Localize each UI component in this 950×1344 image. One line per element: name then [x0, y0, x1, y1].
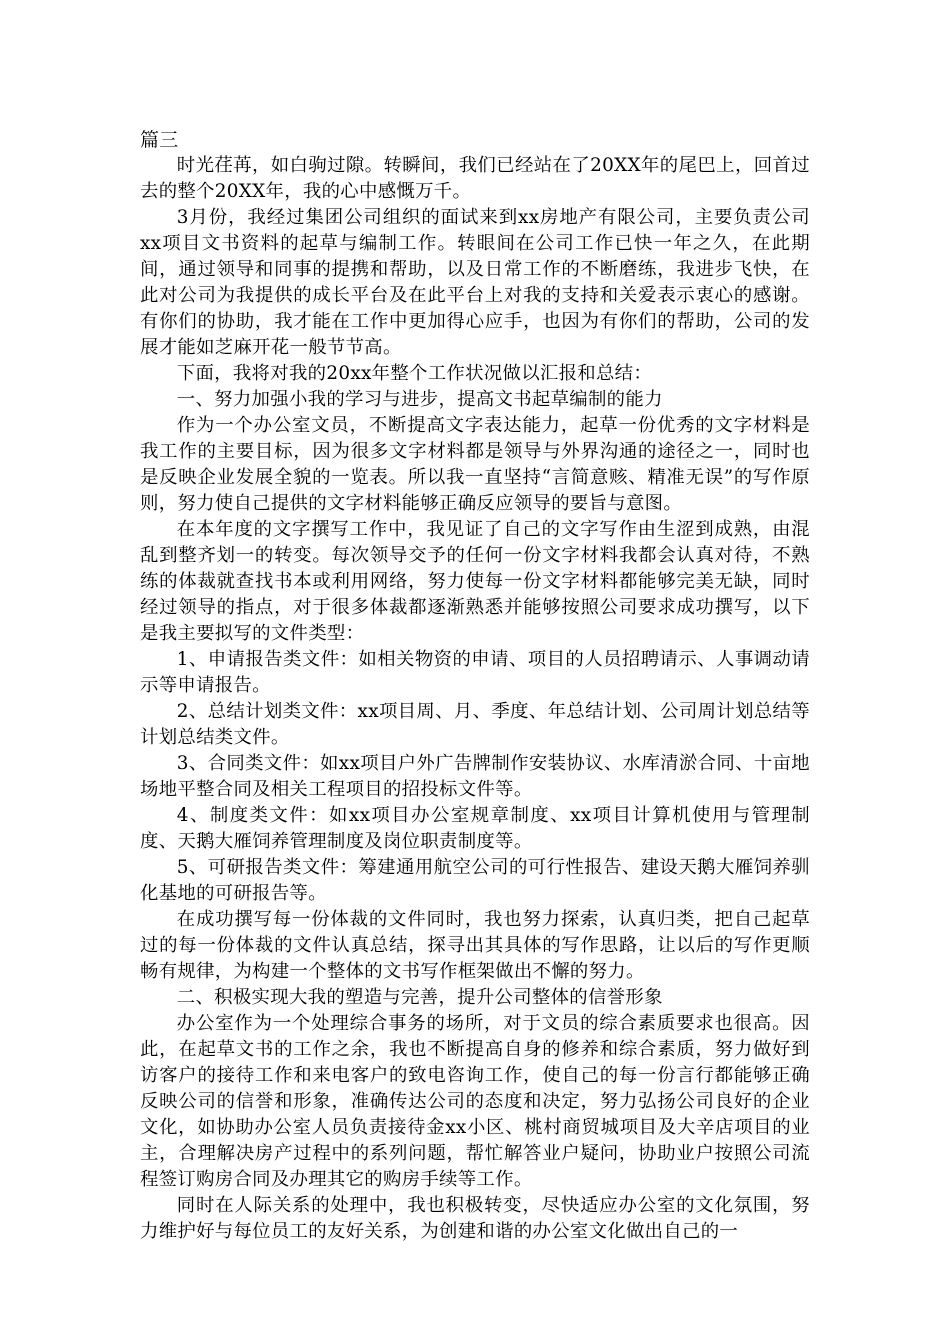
list-item-regulations: 4、制度类文件：如xx项目办公室规章制度、xx项目计算机使用与管理制度、天鹅大雁饲养管理制度及岗位职责制度等。 [140, 805, 810, 852]
paragraph-writing-summary: 在成功撰写每一份体裁的文件同时，我也努力探索，认真归类，把自己起草过的每一份体裁的文件认真总结，探寻出其具体的写作思路，让以后的写作更顺畅有规律，为构建一个整体的文书写作框架做出不懈的努力。 [140, 909, 810, 982]
document-body [140, 127, 810, 1245]
list-item-contracts: 3、合同类文件：如xx项目户外广告牌制作安装协议、水库清淤合同、十亩地场地平整合同及相关工程项目的招投标文件等。 [140, 753, 810, 800]
list-item-feasibility-reports: 5、可研报告类文件：筹建通用航空公司的可行性报告、建设天鹅大雁饲养驯化基地的可研报告等。 [140, 857, 810, 904]
section-heading-two: 二、积极实现大我的塑造与完善，提升公司整体的信誉形象 [176, 987, 663, 1008]
paragraph-intro: 时光荏苒，如白驹过隙。转瞬间，我们已经站在了20XX年的尾巴上，回首过去的整个20XX年，我的心中感慨万千。 [140, 155, 810, 202]
list-item-application-reports: 1、申请报告类文件：如相关物资的申请、项目的人员招聘请示、人事调动请示等申请报告。 [140, 649, 810, 696]
paragraph-summary-intro: 下面，我将对我的20xx年整个工作状况做以汇报和总结： [176, 363, 653, 384]
list-item-plan-summaries: 2、总结计划类文件：xx项目周、月、季度、年总结计划、公司周计划总结等计划总结类文件。 [140, 701, 810, 748]
paragraph-relationships: 同时在人际关系的处理中，我也积极转变，尽快适应办公室的文化氛围，努力维护好与每位员工的友好关系，为创建和谐的办公室文化做出自己的一 [140, 1195, 810, 1242]
paragraph-office-quality: 办公室作为一个处理综合事务的场所，对于文员的综合素质要求也很高。因此，在起草文书的工作之余，我也不断提高自身的修养和综合素质，努力做好到访客户的接待工作和来电客户的致电咨询工作，使自己的每一份言行都能够正确反映公司的信誉和形象，准确传达公司的态度和决定，努力弘扬公司良好的企业文化，如协助办公室人员负责接待金xx小区、桃村商贸城项目及大辛店项目的业主，合理解决房产过程中的系列问题，帮忙解答业户疑问，协助业户按照公司流程签订购房合同及办理其它的购房手续等工作。 [140, 1013, 810, 1190]
paragraph-background: 3月份，我经过集团公司组织的面试来到xx房地产有限公司，主要负责公司xx项目文书资料的起草与编制工作。转眼间在公司工作已快一年之久，在此期间，通过领导和同事的提携和帮助，以及日常工作的不断磨练，我进步飞快，在此对公司为我提供的成长平台及在此平台上对我的支持和关爱表示衷心的感谢。有你们的协助，我才能在工作中更加得心应手，也因为有你们的帮助，公司的发展才能如芝麻开花一般节节高。 [140, 207, 810, 358]
section-heading: 篇三 [140, 129, 179, 151]
paragraph-writing-goal: 作为一个办公室文员，不断提高文字表达能力，起草一份优秀的文字材料是我工作的主要目标，因为很多文字材料都是领导与外界沟通的途径之一，同时也是反映企业发展全貌的一览表。所以我一直坚持“言简意赅、精准无误”的写作原则，努力使自己提供的文字材料能够正确反应领导的要旨与意图。 [140, 415, 810, 514]
paragraph-writing-progress: 在本年度的文字撰写工作中，我见证了自己的文字写作由生涩到成熟，由混乱到整齐划一的转变。每次领导交予的任何一份文字材料我都会认真对待，不熟练的体裁就查找书本或利用网络，努力使每一份文字材料都能够完美无缺，同时经过领导的指点，对于很多体裁都逐渐熟悉并能够按照公司要求成功撰写，以下是我主要拟写的文件类型： [140, 519, 810, 644]
section-heading-one: 一、努力加强小我的学习与进步，提高文书起草编制的能力 [176, 389, 663, 410]
